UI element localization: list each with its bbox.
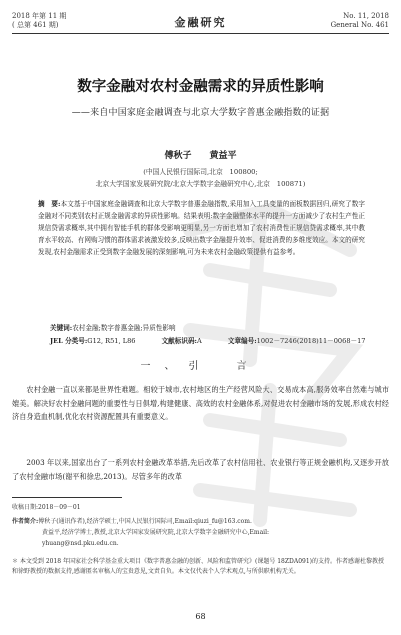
header-issue-en-line1: No. 11, 2018	[343, 12, 389, 20]
footnote-received: 收稿日期:2018－09－01	[12, 504, 81, 511]
footnote-rule	[12, 497, 122, 498]
section-heading: 一、引 言	[140, 361, 261, 372]
abstract	[38, 198, 365, 258]
footnote-author1	[12, 517, 389, 527]
footnote-author2: 黄益平,经济学博士,教授,北京大学国家发展研究院,北京大学数字金融研究中心,Email:	[42, 529, 270, 536]
affiliation-2: 北京大学国家发展研究院/北京大学数字金融研究中心,北京 100871)	[95, 180, 306, 188]
classification-line	[50, 335, 390, 345]
header-issue-en-line2: General No. 461	[330, 21, 389, 29]
doc-code-label: 文献标识码:	[161, 337, 197, 345]
footnote-author1-text: 傅秋子(通讯作者),经济学硕士,中国人民银行国际司,Email:qiuzi_fu@163.com.	[38, 518, 252, 525]
footnote-author-label: 作者简介:	[12, 518, 39, 525]
article-number: 1002－7246(2018)11－0068－17	[256, 337, 366, 345]
keywords	[50, 322, 176, 332]
body-paragraph-2: 2003 年以来,国家出台了一系列农村金融改革举措,先后改革了农村信用社、农业银行等正规金融机构,又逐步开放了农村金融市场(谢平和徐忠,2013)。尽管多年的改革	[12, 458, 389, 481]
header-issue-en	[331, 12, 389, 30]
keywords-label: 关键词:	[50, 324, 73, 332]
body-paragraph-1: 农村金融一直以来都是世界性难题。相较于城市,农村地区的生产经营风险大、交易成本高,服务效率自然难与城市媲美。解决好农村金融问题的重要性与日俱增,构建健康、高效的农村金融体系,对促进农村金融市场的发展,形成农村经济自身造血机制,优化农村资源配置具有重要意义。	[12, 385, 389, 421]
paper-title: 数字金融对农村金融需求的异质性影响	[77, 78, 324, 95]
header-issue-line1: 2018 年第 11 期	[12, 12, 67, 20]
footnote-author2-email: yhuang@nsd.pku.edu.cn.	[42, 540, 119, 547]
paper-authors: 傅秋子 黄益平	[164, 151, 237, 161]
journal-name: 金融研究	[174, 16, 227, 29]
keywords-text: 农村金融;数字普惠金融;异质性影响	[72, 324, 176, 332]
doc-code: A	[196, 337, 202, 345]
footnote-fund: ＊ 本文受到 2018 年国家社会科学基金重大项目《数字普惠金融的创新、风险和监管研究》(课题号 18ZDA091)的支持。作者感谢杜黎教授和徐野教授的数据支持,感谢匿名审稿人的宝贵意见,文责自负。本文仅代表个人学术观点,与所供职机构无关。	[12, 558, 384, 575]
jel-label: JEL 分类号:	[50, 337, 88, 345]
abstract-label: 摘 要:	[38, 200, 61, 208]
page-number: 68	[195, 612, 206, 621]
article-number-label: 文章编号:	[227, 337, 257, 345]
jel-codes: G12, R51, L86	[87, 337, 136, 345]
abstract-text: 本文基于中国家庭金融调查和北京大学数字普惠金融指数,采用加入工具变量的面板数据回归,研究了数字金融对不同类别农村正规金融需求的异质性影响。结果表明:数字金融整体水平的提升一方面减少了农村生产性正规信贷需求概率,其中拥有智能手机的群体受影响更明显,另一方面也增加了农村消费性正规信贷需求概率,其中教育水平较高、有网购习惯的群体需求被激发较多,反映出数字金融提升效率、促进消费的多维度效应。本文的研究发现,农村金融需求正受到数字金融发展的深刻影响,可为未来农村金融政策提供有益参考。	[38, 200, 365, 256]
header-rule	[12, 33, 389, 34]
affiliation-1: (中国人民银行国际司,北京 100800;	[143, 168, 258, 176]
paper-subtitle: ——来自中国家庭金融调查与北京大学数字普惠金融指数的证据	[71, 108, 330, 118]
header-issue-line2: ( 总第 461 期)	[12, 21, 59, 29]
